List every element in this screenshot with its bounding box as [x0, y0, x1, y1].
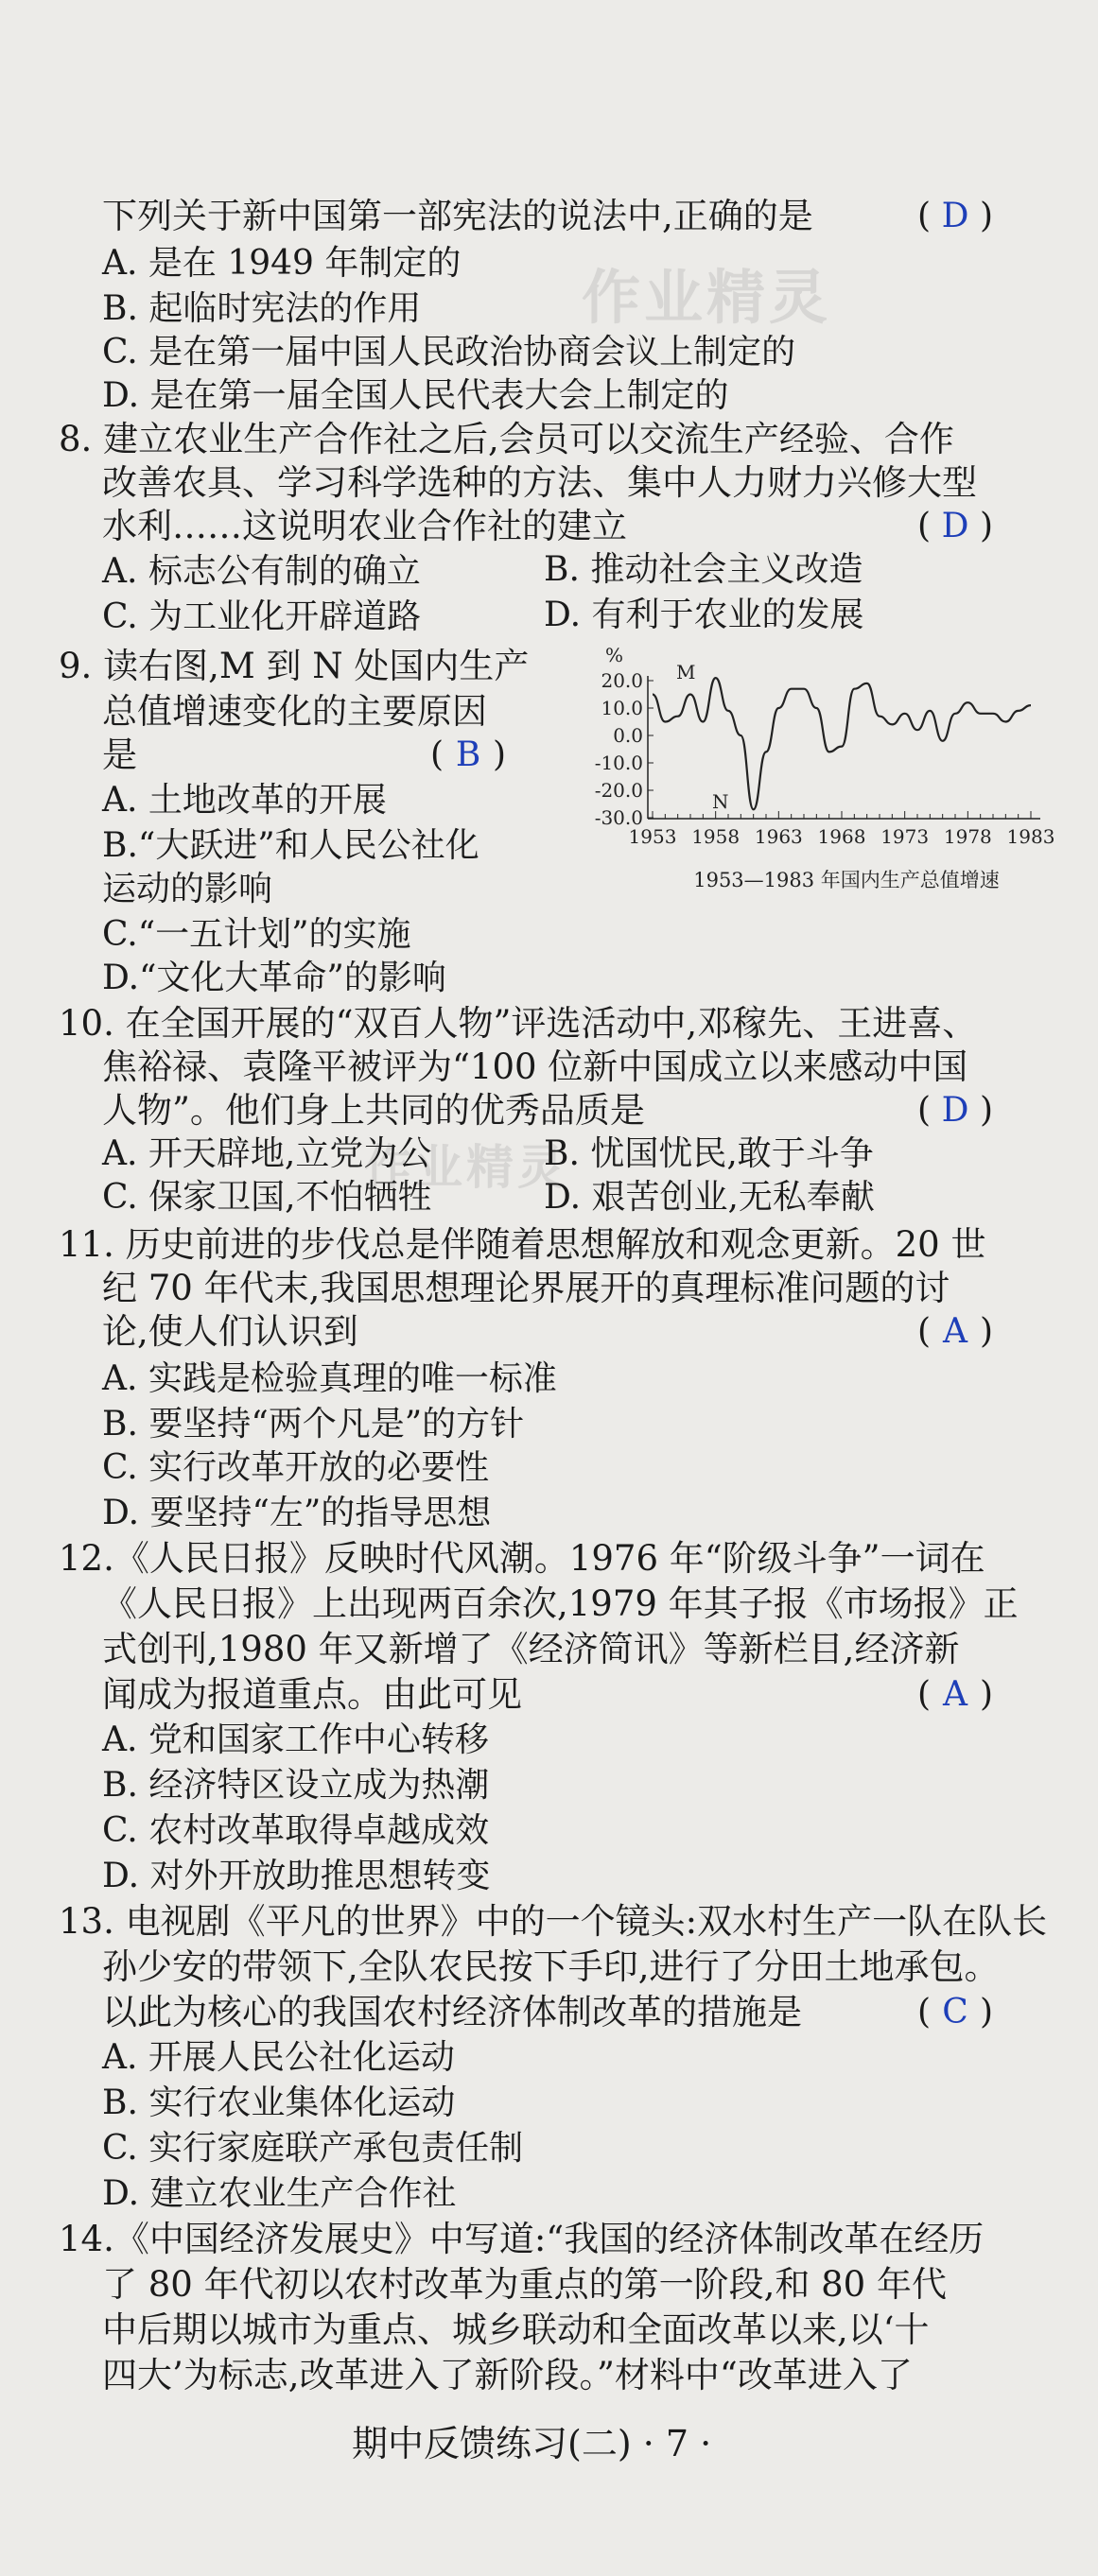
question-7-stem: 下列关于新中国第一部宪法的说法中,正确的是 — [102, 196, 813, 236]
question-12-option: B. 经济特区设立成为热潮 — [102, 1766, 490, 1805]
chart-x-tick-label: 1973 — [880, 825, 930, 848]
question-8-line: 8. 建立农业生产合作社之后,会员可以交流生产经验、合作 — [59, 419, 954, 459]
question-12-line: 12.《人民日报》反映时代风潮。1976 年“阶级斗争”一词在 — [59, 1538, 985, 1579]
question-9-line: 总值增速变化的主要原因 — [102, 691, 487, 732]
chart-y-tick-label: 10.0 — [601, 697, 643, 719]
question-9-option: D.“文化大革命”的影响 — [102, 959, 446, 997]
question-9-option: B.“大跃进”和人民公社化 — [102, 826, 479, 865]
question-13-line: 以此为核心的我国农村经济体制改革的措施是 — [102, 1992, 802, 2032]
question-8-option: B. 推动社会主义改造 — [544, 550, 863, 589]
chart-x-tick-label: 1968 — [817, 825, 866, 848]
question-8-option: D. 有利于农业的发展 — [544, 596, 864, 634]
question-9-option: C.“一五计划”的实施 — [102, 915, 411, 954]
chart-annotation-m: M — [676, 661, 696, 683]
page-footer: 期中反馈练习(二) · 7 · — [352, 2423, 712, 2464]
question-7-option: A. 是在 1949 年制定的 — [102, 244, 462, 283]
chart-x-tick-label: 1953 — [628, 825, 677, 848]
question-13-option: A. 开展人民公社化运动 — [102, 2038, 455, 2077]
question-11-option: A. 实践是检验真理的唯一标准 — [102, 1359, 557, 1398]
question-10-option: A. 开天辟地,立党为公 — [102, 1134, 432, 1173]
watermark: 作业精灵 — [364, 1140, 568, 1195]
question-14-line: 四大’为标志,改革进入了新阶段。”材料中“改革进入了 — [102, 2355, 913, 2395]
chart-x-tick-label: 1978 — [943, 825, 992, 848]
question-13-option: B. 实行农业集体化运动 — [102, 2083, 456, 2122]
question-12-option: C. 农村改革取得卓越成效 — [102, 1811, 490, 1850]
chart-ylabel: % — [605, 644, 624, 666]
question-12-line: 闻成为报道重点。由此可见 — [102, 1674, 522, 1715]
question-10-option: B. 忧国忧民,敢于斗争 — [544, 1134, 874, 1173]
chart-y-tick-label: -30.0 — [594, 806, 643, 829]
question-10-line: 10. 在全国开展的“双百人物”评选活动中,邓稼先、王进喜、 — [59, 1003, 978, 1044]
question-8-line: 改善农具、学习科学选种的方法、集中人力财力兴修大型 — [102, 462, 977, 503]
chart-y-tick-label: 20.0 — [601, 669, 643, 692]
question-13-answer: ( C ) — [917, 1993, 994, 2031]
question-11-line: 纪 70 年代末,我国思想理论界展开的真理标准问题的讨 — [102, 1268, 950, 1308]
chart-x-tick-label: 1963 — [754, 825, 803, 848]
question-14-line: 14.《中国经济发展史》中写道:“我国的经济体制改革在经历 — [59, 2219, 985, 2259]
question-8-option: C. 为工业化开辟道路 — [102, 597, 422, 636]
question-8-answer: ( D ) — [917, 507, 994, 545]
question-14-line: 中后期以城市为重点、城乡联动和全面改革以来,以‘十 — [102, 2309, 930, 2350]
question-9-line: 是 — [102, 735, 137, 775]
chart-x-tick-label: 1958 — [691, 825, 741, 848]
question-8-line: 水利……这说明农业合作社的建立 — [102, 506, 627, 546]
question-14-line: 了 80 年代初以农村改革为重点的第一阶段,和 80 年代 — [102, 2264, 947, 2305]
question-12-option: D. 对外开放助推思想转变 — [102, 1857, 491, 1895]
question-12-line: 式创刊,1980 年又新增了《经济简讯》等新栏目,经济新 — [102, 1629, 960, 1669]
question-12-answer: ( A ) — [917, 1675, 994, 1714]
chart-series-line — [653, 678, 1031, 809]
question-10-answer: ( D ) — [917, 1091, 994, 1130]
question-7-option: D. 是在第一届全国人民代表大会上制定的 — [102, 376, 729, 415]
watermark: 作业精灵 — [582, 263, 832, 332]
question-13-line: 13. 电视剧《平凡的世界》中的一个镜头:双水村生产一队在队长 — [59, 1901, 1048, 1942]
question-7-option: C. 是在第一届中国人民政治协商会议上制定的 — [102, 333, 796, 372]
question-10-option: C. 保家卫国,不怕牺牲 — [102, 1178, 432, 1217]
chart-y-tick-label: -20.0 — [594, 779, 643, 802]
question-13-line: 孙少安的带领下,全队农民按下手印,进行了分田土地承包。 — [102, 1946, 1000, 1987]
question-11-option: D. 要坚持“左”的指导思想 — [102, 1494, 492, 1532]
question-12-option: A. 党和国家工作中心转移 — [102, 1720, 489, 1759]
question-9-option: A. 土地改革的开展 — [102, 781, 387, 820]
question-9-line: 9. 读右图,M 到 N 处国内生产 — [59, 646, 530, 686]
question-11-answer: ( A ) — [917, 1312, 994, 1351]
question-10-line: 焦裕禄、袁隆平被评为“100 位新中国成立以来感动中国 — [102, 1046, 968, 1087]
question-7-answer: ( D ) — [917, 197, 994, 235]
question-7-option: B. 起临时宪法的作用 — [102, 289, 422, 328]
chart-annotation-n: N — [712, 790, 729, 813]
gdp-growth-chart — [558, 643, 1055, 908]
question-9-answer: ( B ) — [430, 735, 507, 774]
question-11-line: 11. 历史前进的步伐总是伴随着思想解放和观念更新。20 世 — [59, 1224, 986, 1265]
question-13-option: D. 建立农业生产合作社 — [102, 2174, 457, 2213]
question-9-option: 运动的影响 — [102, 870, 273, 908]
chart-x-tick-label: 1983 — [1006, 825, 1055, 848]
question-10-option: D. 艰苦创业,无私奉献 — [544, 1178, 875, 1217]
chart-y-tick-label: 0.0 — [613, 724, 643, 747]
question-8-option: A. 标志公有制的确立 — [102, 552, 421, 591]
question-11-line: 论,使人们认识到 — [102, 1311, 358, 1352]
question-12-line: 《人民日报》上出现两百余次,1979 年其子报《市场报》正 — [102, 1583, 1019, 1624]
chart-title: 1953—1983 年国内生产总值增速 — [693, 869, 1000, 891]
question-11-option: C. 实行改革开放的必要性 — [102, 1448, 490, 1487]
chart-y-tick-label: -10.0 — [594, 752, 643, 774]
question-13-option: C. 实行家庭联产承包责任制 — [102, 2129, 524, 2168]
question-10-line: 人物”。他们身上共同的优秀品质是 — [102, 1090, 645, 1131]
question-11-option: B. 要坚持“两个凡是”的方针 — [102, 1405, 525, 1444]
